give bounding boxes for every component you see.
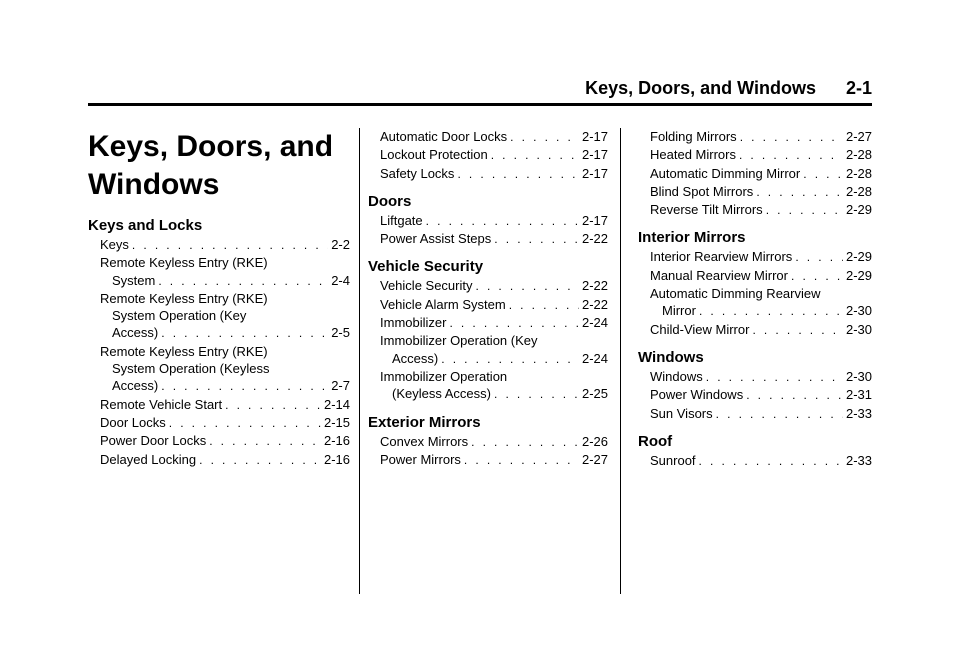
toc-entry-immobilizer-operation-key[interactable]: Immobilizer Operation (Key Access) . . . 2-24 [368, 332, 608, 368]
section-heading-keys-and-locks: Keys and Locks [88, 217, 203, 234]
toc-entry-vehicle-security[interactable]: Vehicle Security . . . 2-22 [368, 277, 608, 295]
column-divider-1 [359, 128, 360, 594]
section-heading-roof: Roof [638, 432, 673, 450]
section-heading-interior-mirrors: Interior Mirrors [638, 229, 746, 247]
chapter-title: Keys, Doors, and Windows [88, 130, 334, 201]
toc-entry-power-assist-steps[interactable]: Power Assist Steps . . . 2-22 [368, 230, 608, 248]
toc-entry-immobilizer-operation-keyless[interactable]: Immobilizer Operation (Keyless Access) . . . 2-25 [368, 368, 608, 404]
section-heading-windows: Windows [638, 348, 704, 366]
running-header-title: Keys, Doors, and Windows [585, 78, 816, 98]
toc-entry-door-locks[interactable]: Door Locks . . . 2-15 [88, 414, 350, 432]
toc-column-1 [88, 128, 350, 469]
section-heading-exterior-mirrors: Exterior Mirrors [368, 413, 481, 431]
toc-entry-manual-rearview-mirror[interactable]: Manual Rearview Mirror . . . 2-29 [638, 267, 872, 285]
running-header-page-number: 2-1 [845, 78, 872, 98]
toc-entry-delayed-locking[interactable]: Delayed Locking . . . 2-16 [88, 451, 350, 469]
section-heading-vehicle-security: Vehicle Security [368, 258, 484, 276]
toc-entry-rke-operation-key[interactable]: Remote Keyless Entry (RKE) System Operation (Key Access) . . . 2-5 [88, 290, 350, 343]
toc-entry-blind-spot-mirrors[interactable]: Blind Spot Mirrors . . . 2-28 [638, 183, 872, 201]
toc-entry-interior-rearview-mirrors[interactable]: Interior Rearview Mirrors . . . 2-29 [638, 248, 872, 266]
toc-entry-remote-vehicle-start[interactable]: Remote Vehicle Start . . . 2-14 [88, 396, 350, 414]
toc-entry-liftgate[interactable]: Liftgate . . . 2-17 [368, 212, 608, 230]
toc-entry-heated-mirrors[interactable]: Heated Mirrors . . . 2-28 [638, 146, 872, 164]
toc-entry-automatic-door-locks[interactable]: Automatic Door Locks . . . 2-17 [368, 128, 608, 146]
column-divider-2 [620, 128, 621, 594]
toc-entry-windows[interactable]: Windows . . . 2-30 [638, 368, 872, 386]
toc-entry-power-door-locks[interactable]: Power Door Locks . . . 2-16 [88, 432, 350, 450]
running-header [585, 78, 872, 99]
toc-entry-keys[interactable]: Keys . . . 2-2 [88, 236, 350, 254]
toc-entry-sun-visors[interactable]: Sun Visors . . . 2-33 [638, 405, 872, 423]
toc-entry-rke-system[interactable]: Remote Keyless Entry (RKE) System . . . 2-4 [88, 254, 350, 290]
toc-entry-automatic-dimming-rearview-mirror[interactable]: Automatic Dimming Rearview Mirror . . . 2-30 [638, 285, 872, 321]
toc-column-3 [638, 128, 872, 470]
toc-entry-child-view-mirror[interactable]: Child-View Mirror . . . 2-30 [638, 321, 872, 339]
toc-entry-reverse-tilt-mirrors[interactable]: Reverse Tilt Mirrors . . . 2-29 [638, 201, 872, 219]
header-rule [88, 103, 872, 106]
toc-entry-automatic-dimming-mirror[interactable]: Automatic Dimming Mirror . . . 2-28 [638, 165, 872, 183]
toc-entry-power-mirrors[interactable]: Power Mirrors . . . 2-27 [368, 451, 608, 469]
toc-entry-power-windows[interactable]: Power Windows . . . 2-31 [638, 386, 872, 404]
toc-entry-folding-mirrors[interactable]: Folding Mirrors . . . 2-27 [638, 128, 872, 146]
toc-column-2 [368, 128, 608, 469]
toc-entry-vehicle-alarm-system[interactable]: Vehicle Alarm System . . . 2-22 [368, 296, 608, 314]
toc-entry-rke-operation-keyless[interactable]: Remote Keyless Entry (RKE) System Operation (Keyless Access) . . . 2-7 [88, 343, 350, 396]
toc-entry-convex-mirrors[interactable]: Convex Mirrors . . . 2-26 [368, 433, 608, 451]
toc-entry-sunroof[interactable]: Sunroof . . . 2-33 [638, 452, 872, 470]
toc-entry-immobilizer[interactable]: Immobilizer . . . 2-24 [368, 314, 608, 332]
section-heading-doors: Doors [368, 192, 412, 210]
toc-entry-lockout-protection[interactable]: Lockout Protection . . . 2-17 [368, 146, 608, 164]
toc-entry-safety-locks[interactable]: Safety Locks . . . 2-17 [368, 165, 608, 183]
